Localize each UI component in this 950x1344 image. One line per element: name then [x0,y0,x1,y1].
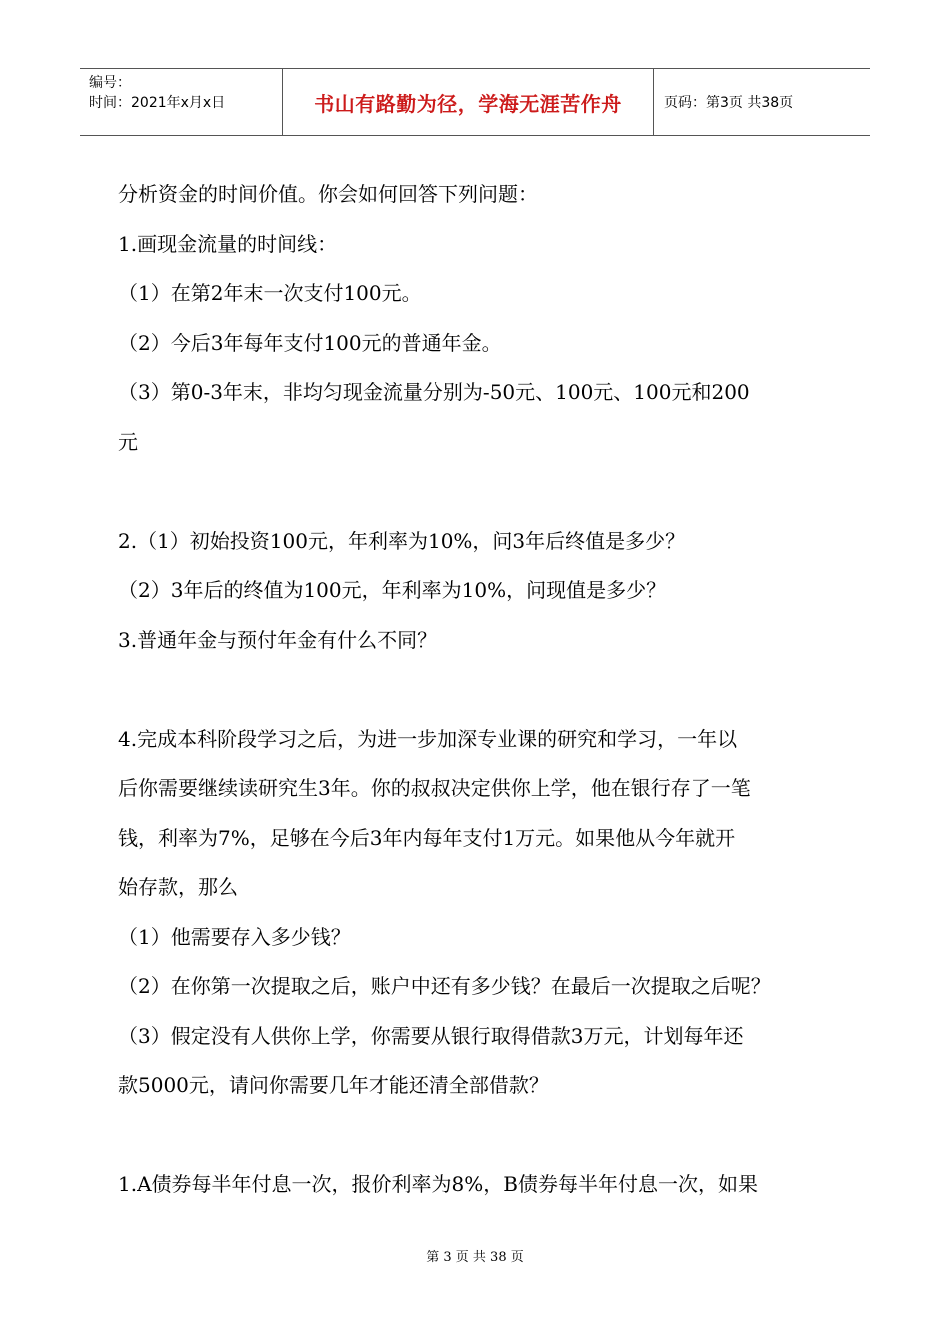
page-footer: 第 3 页 共 38 页 [426,1250,524,1265]
body-line: 始存款，那么 [118,875,238,899]
header-meta [80,69,283,135]
body-line: 3.普通年金与预付年金有什么不同？ [118,627,438,652]
doc-time-label: 时间：2021年x月x日 [89,95,226,111]
header-page-info: 页码：第3页 共38页 [664,95,794,111]
blank-line [118,467,838,517]
body-line: 4.完成本科阶段学习之后，为进一步加深专业课的研究和学习，一年以 [118,726,738,751]
body-line: 钱，利率为7%，足够在今后3年内每年支付1万元。如果他从今年就开 [118,825,736,850]
body-line: （3）假定没有人供你上学，你需要从银行取得借款3万元，计划每年还 [118,1023,744,1048]
doc-code-label: 编号： [89,75,131,91]
body-line: （3）第0-3年末，非均匀现金流量分别为-50元、100元、100元和200 [118,380,750,404]
body-line: （1）他需要存入多少钱？ [118,924,351,949]
page-header [80,68,870,136]
blank-line [118,1111,838,1161]
body-line: 款5000元，请问你需要几年才能还清全部借款？ [118,1073,549,1097]
body-line: 1.画现金流量的时间线： [118,231,338,256]
body-line: 1.A债券每半年付息一次，报价利率为8%，B债券每半年付息一次，如果 [118,1172,758,1196]
body-line: （2）今后3年每年支付100元的普通年金。 [118,330,502,355]
body-line: （1）在第2年末一次支付100元。 [118,281,422,305]
header-motto-cell [283,69,654,135]
blank-line [118,665,838,715]
body-line: 分析资金的时间价值。你会如何回答下列问题： [118,182,538,206]
document-body [118,170,838,1210]
body-line: 后你需要继续读研究生3年。你的叔叔决定供你上学，他在银行存了一笔 [118,776,751,800]
body-line: 元 [118,429,138,454]
header-motto: 书山有路勤为径，学海无涯苦作舟 [314,91,622,116]
body-line: （2）在你第一次提取之后，账户中还有多少钱？在最后一次提取之后呢？ [118,974,771,998]
body-line: （2）3年后的终值为100元，年利率为10%，问现值是多少？ [118,578,667,602]
body-line: 2.（1）初始投资100元，年利率为10%，问3年后终值是多少？ [118,528,686,553]
